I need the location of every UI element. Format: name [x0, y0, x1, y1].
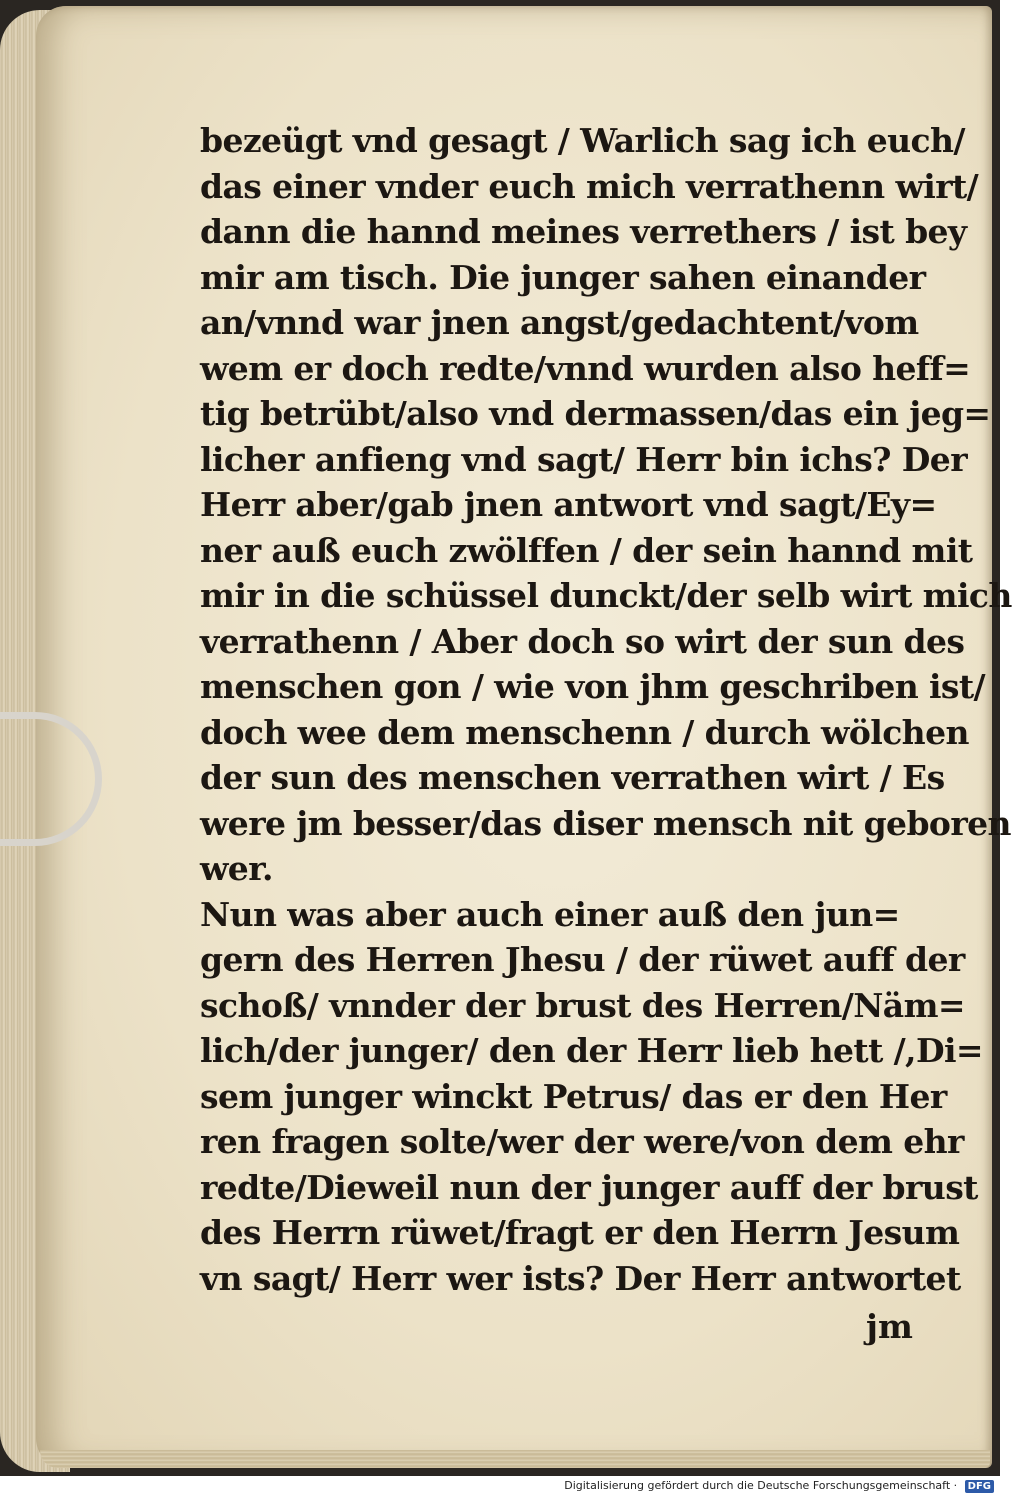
text-line: sem junger winckt Petrus/ das er den Her — [200, 1076, 947, 1116]
text-line: doch wee dem menschenn / durch wölchen — [200, 712, 969, 752]
page-bottom-edge — [40, 1450, 990, 1468]
text-line: der sun des menschen verrathen wirt / Es — [200, 758, 945, 797]
text-line: tig betrübt/also vnd dermassen/das ein jeg= — [200, 394, 991, 433]
catchword: jm — [866, 1307, 913, 1346]
text-line: ren fragen solte/wer der were/von dem ehr — [200, 1122, 964, 1161]
text-line: wer. — [200, 849, 273, 888]
text-line: were jm besser/das diser mensch nit geboren — [200, 803, 1011, 843]
text-line: mir in die schüssel dunckt/der selb wirt mich — [200, 576, 1012, 615]
text-line: des Herrn rüwet/fragt er den Herrn Jesum — [200, 1213, 960, 1252]
text-line: dann die hannd meines verrethers / ist bey — [200, 212, 967, 251]
text-line: das einer vnder euch mich verrathenn wirt/ — [200, 166, 979, 206]
text-line: ner auß euch zwölffen / der sein hannd mit — [200, 530, 973, 570]
text-line: gern des Herren Jhesu / der rüwet auff der — [200, 940, 965, 979]
page-text — [200, 118, 1012, 1301]
text-line: schoß/ vnnder der brust des Herren/Näm= — [200, 985, 965, 1025]
text-line: Nun was aber auch einer auß den jun= — [200, 894, 900, 934]
text-line: menschen gon / wie von jhm geschriben ist/ — [200, 667, 986, 706]
footer-credit: Digitalisierung gefördert durch die Deutsche Forschungsgemeinschaft · — [564, 1479, 958, 1492]
text-line: mir am tisch. Die junger sahen einander — [200, 257, 926, 297]
dfg-logo-icon: DFG — [965, 1480, 994, 1493]
footer-bar — [0, 1476, 1000, 1496]
text-line: bezeügt vnd gesagt / Warlich sag ich euch/ — [200, 121, 965, 160]
text-line: verrathenn / Aber doch so wirt der sun des — [200, 621, 965, 661]
text-line: Herr aber/gab jnen antwort vnd sagt/Ey= — [200, 485, 937, 524]
text-line: redte/Dieweil nun der junger auff der brust — [200, 1167, 978, 1207]
text-line: wem er doch redte/vnnd wurden also heff= — [200, 348, 971, 388]
text-line: an/vnnd war jnen angst/gedachtent/vom — [200, 303, 919, 342]
text-line: vn sagt/ Herr wer ists? Der Herr antwortet — [200, 1258, 961, 1298]
text-line: lich/der junger/ den der Herr lieb hett /,Di= — [200, 1031, 983, 1070]
text-line: licher anfieng vnd sagt/ Herr bin ichs? Der — [200, 439, 967, 479]
